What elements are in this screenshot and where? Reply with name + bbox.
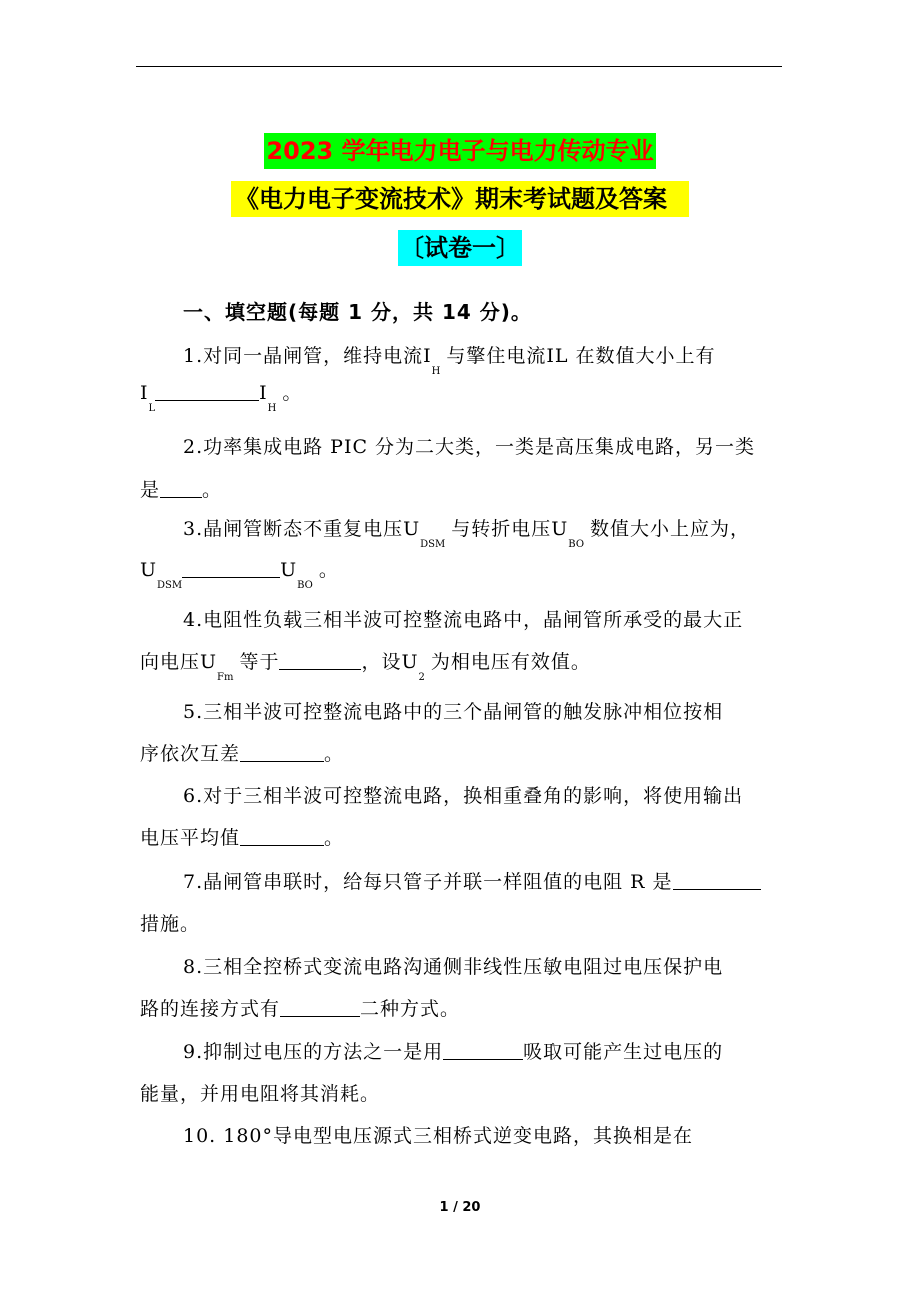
answer-blank[interactable]: [673, 869, 761, 890]
answer-blank[interactable]: [240, 825, 324, 846]
header-rule: [136, 66, 782, 67]
answer-blank[interactable]: [443, 1039, 523, 1060]
question-2-line-2: 是 。: [140, 479, 223, 501]
question-7-line-1: 7.晶闸管串联时，给每只管子并联一样阻值的电阻 R 是: [183, 868, 761, 896]
question-7-line-2: 措施。: [140, 913, 201, 935]
page-number: 1 / 20: [439, 1200, 481, 1215]
question-1-line-1: 1.对同一晶闸管，维持电流$I_H$与擎住电流IL 在数值大小上有: [183, 345, 716, 377]
answer-blank[interactable]: [240, 741, 324, 762]
question-9-line-1: 9.抑制过电压的方法之一是用 吸取可能产生过电压的: [183, 1041, 724, 1063]
question-8-line-1: 8.三相全控桥式变流电路沟通侧非线性压敏电阻过电压保护电: [183, 956, 724, 978]
question-1-line-2: $I_LI_H$。: [140, 382, 303, 414]
question-6-line-1: 6.对于三相半波可控整流电路，换相重叠角的影响，将使用输出: [183, 785, 744, 807]
answer-blank[interactable]: [155, 380, 259, 401]
answer-blank[interactable]: [279, 649, 361, 670]
title-line-2: 《电力电子变流技术》期末考试题及答案: [0, 181, 920, 217]
question-6-line-2: 电压平均值 。: [140, 827, 345, 849]
question-3-line-2: $U_{DSM}U_{BO}$。: [140, 559, 339, 591]
question-5-line-2: 序依次互差 。: [140, 743, 345, 765]
question-5-line-1: 5.三相半波可控整流电路中的三个晶闸管的触发脉冲相位按相: [183, 701, 724, 723]
answer-blank[interactable]: [280, 996, 360, 1017]
question-4-line-1: 4.电阻性负载三相半波可控整流电路中，晶闸管所承受的最大正: [183, 609, 744, 631]
title-line-3: 〔试卷一〕: [0, 230, 920, 266]
section-heading: 一、填空题(每题 1 分，共 14 分)。: [183, 300, 532, 324]
question-8-line-2: 路的连接方式有 二种方式。: [140, 998, 461, 1020]
question-10-line-1: 10. 180°导电型电压源式三相桥式逆变电路，其换相是在: [183, 1125, 694, 1147]
title-line-1: 2023 学年电力电子与电力传动专业: [0, 133, 920, 169]
question-3-line-1: 3.晶闸管断态不重复电压$U_{DSM}$与转折电压$U_{BO}$数值大小上应为，: [183, 518, 751, 550]
question-2-line-1: 2.功率集成电路 PIC 分为二大类，一类是高压集成电路，另一类: [183, 436, 756, 458]
question-9-line-2: 能量，并用电阻将其消耗。: [140, 1083, 381, 1105]
answer-blank[interactable]: [160, 477, 202, 498]
answer-blank[interactable]: [182, 557, 280, 578]
question-4-line-2: 向电压$U_{Fm}$等于 ，设$U_2$为相电压有效值。: [140, 651, 591, 683]
